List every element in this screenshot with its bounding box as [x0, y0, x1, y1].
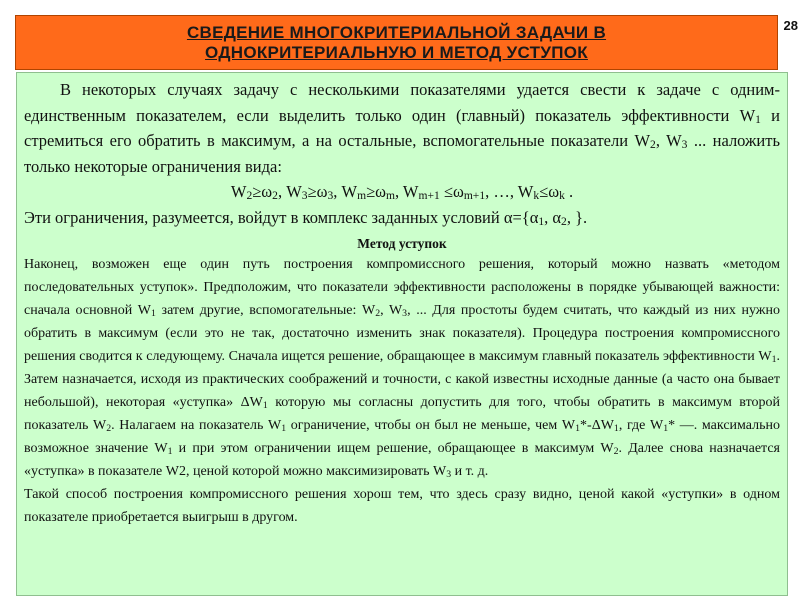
constraints-formula: $W_2\ge\omega_2$, $W_3\ge\omega_3$, $W_m\ge\omega_m$, $W_{m+1} \le\omega_{m+1}$, …, $W_k\le\omega_k$ . — [230, 182, 574, 202]
intro-section — [24, 77, 780, 230]
method-paragraph-2: Такой способ построения компромиссного решения хорош тем, что здесь сразу видно, ценой какой «уступки» в одном показателе приобретается выигрыш в другом. — [24, 487, 780, 525]
method-paragraph-1: Наконец, возможен еще один путь построения компромиссного решения, который можно назвать «методом последовательных уступок». Предположим, что показатели эффективности расположены в порядке убывающей важности: сначала основной $W_1$ затем другие, вспомогательные: $W_2$, $W_3$, ... Для простоты будем считать, что каждый из них нужно обратить в максимум (если это не так, достаточно изменить знак показателя). Процедура построения компромиссного решения сводится к следующему. Сначала ищется решение, обращающее в максимум главный показатель эффективности $W_1$. Затем назначается, исходя из практических соображений и точности, с какой известны исходные данные (а часто она бывает небольшой), некоторая «уступка» $\Delta W_1$ которую мы согласны допустить для того, чтобы обратить в максимум второй показатель $W_2$. Налагаем на показатель $W_1$ ограничение, чтобы он был не меньше, чем $W_1*-\Delta W_1$, где $W_1*$ —. максимально возможное значение $W_1$ и при этом ограничении ищем решение, обращающее в максимум $W_2$. Далее снова назначается «уступка» в показателе W2, ценой которой можно максимизировать $W_3$ и т. д. — [24, 257, 781, 480]
slide-title-line-1: СВЕДЕНИЕ МНОГОКРИТЕРИАЛЬНОЙ ЗАДАЧИ В — [186, 22, 607, 42]
method-section — [24, 253, 780, 529]
content-box — [16, 72, 788, 596]
intro-paragraph: В некоторых случаях задачу с несколькими показателями удается свести к задаче с одним-единственным показателем, если выделить только один (главный) показатель эффективности $W_1$ и стремиться его обратить в максимум, а на остальные, вспомогательные показатели $W_2$, $W_3$ ... наложить только некоторые ограничения вида: — [24, 80, 780, 176]
slide-title-line-2: ОДНОКРИТЕРИАЛЬНУЮ И МЕТОД УСТУПОК — [205, 42, 588, 62]
page-number: 28 — [783, 18, 798, 33]
slide-title-box — [15, 15, 778, 70]
method-heading: Метод уступок — [357, 236, 447, 251]
conditions-paragraph: Эти ограничения, разумеется, войдут в комплекс заданных условий $\alpha=\{\alpha_1$, $\alpha_2$, }. — [24, 207, 588, 228]
